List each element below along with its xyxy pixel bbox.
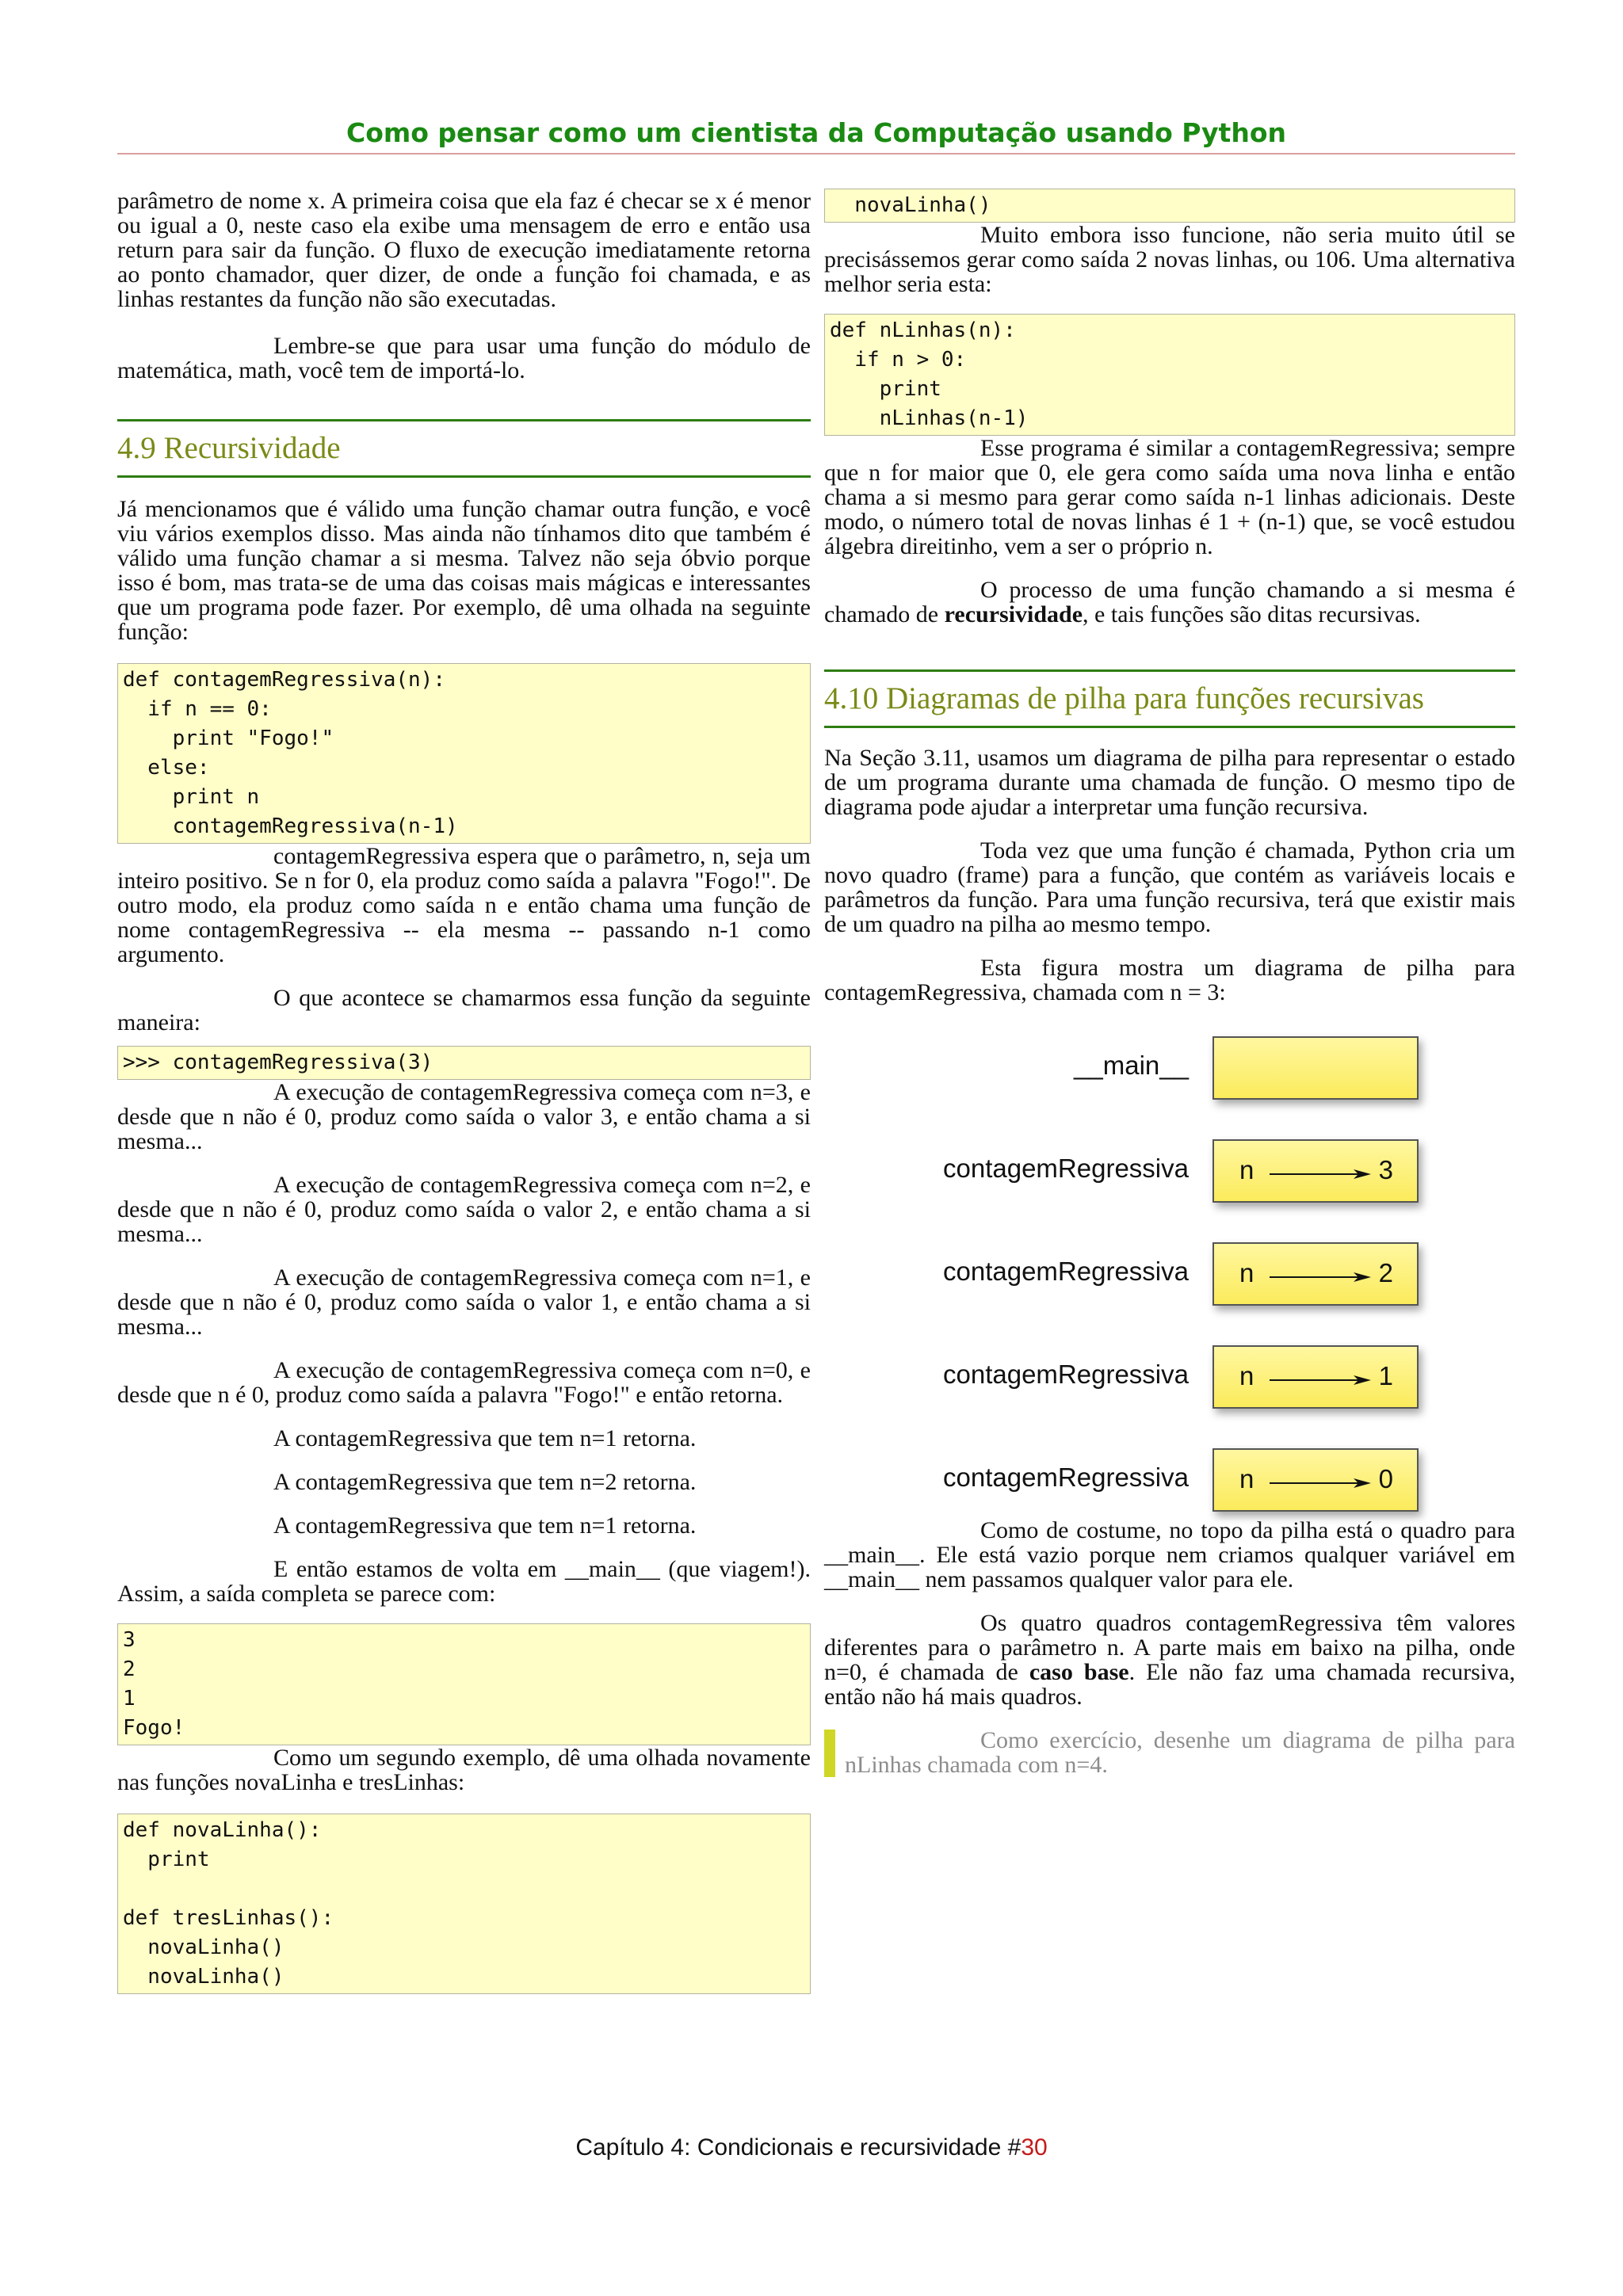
paragraph: E então estamos de volta em __main__ (que viagem!). Assim, a saída completa se parece com: bbox=[117, 1556, 811, 1607]
exercise-callout bbox=[824, 1728, 1515, 1777]
code-block: 3 2 1 Fogo! bbox=[117, 1623, 811, 1745]
code-block: def novaLinha(): print def tresLinhas(): novaLinha() novaLinha() bbox=[117, 1814, 811, 1994]
page-header bbox=[117, 113, 1515, 154]
exercise-marker bbox=[824, 1730, 835, 1777]
paragraph bbox=[824, 578, 1515, 627]
stack-diagram bbox=[824, 1005, 1515, 1512]
paragraph: O que acontece se chamarmos essa função da seguinte maneira: bbox=[117, 985, 811, 1035]
code-block: novaLinha() bbox=[824, 189, 1515, 223]
paragraph: A contagemRegressiva que tem n=1 retorna. bbox=[273, 1512, 697, 1539]
paragraph: Na Seção 3.11, usamos um diagrama de pilha para representar o estado de um programa durante uma chamada de função. O mesmo tipo de diagrama pode ajudar a interpretar uma função recursiva. bbox=[824, 745, 1515, 820]
stack-frame bbox=[1212, 1036, 1419, 1100]
paragraph: Já mencionamos que é válido uma função chamar outra função, e você viu vários exemplos disso. Mas ainda não tínhamos dito que também é válido uma função chamar a si mesma. Talvez não seja óbvio porque isso é bom, mas trata-se de uma das coisas mais mágicas e interessantes que um programa pode fazer. Por exemplo, dê uma olhada na seguinte função: bbox=[117, 496, 811, 645]
paragraph: Esse programa é similar a contagemRegressiva; sempre que n for maior que 0, ele gera como saída uma nova linha e então chama a si mesmo para gerar como saída n-1 linhas adicionais. Deste modo, o número total de novas linhas é 1 + (n-1) que, se você estudou álgebra direitinho, vem a ser o próprio n. bbox=[824, 435, 1515, 559]
arrow-right-icon bbox=[1270, 1169, 1373, 1179]
text-run: Os quatro quadros contagemRegressiva têm valores diferentes para o parâmetro n. A parte mais em baixo na pilha, onde n=0, é chamada de bbox=[824, 1610, 1515, 1685]
code-block: def nLinhas(n): if n > 0: print nLinhas(n-1) bbox=[824, 314, 1515, 436]
frame-label: contagemRegressiva bbox=[943, 1154, 1189, 1183]
arrow-right-icon bbox=[1270, 1375, 1373, 1385]
page-number: 30 bbox=[1021, 2134, 1048, 2161]
frame-variable: n bbox=[1239, 1361, 1254, 1390]
paragraph: Como um segundo exemplo, dê uma olhada novamente nas funções novaLinha e tresLinhas: bbox=[117, 1745, 811, 1795]
paragraph: Muito embora isso funcione, não seria muito útil se precisássemos gerar como saída 2 novas linhas, ou 106. Uma alternativa melhor seria esta: bbox=[824, 222, 1515, 297]
stack-frame bbox=[1212, 1448, 1419, 1512]
paragraph: Toda vez que uma função é chamada, Python cria um novo quadro (frame) para a função, que contém as variáveis locais e parâmetros da função. Para uma função recursiva, terá que existir mais de um quadro na pilha ao mesmo tempo. bbox=[824, 837, 1515, 937]
footer-text: Capítulo 4: Condicionais e recursividade # bbox=[575, 2134, 1022, 2161]
frame-variable: n bbox=[1239, 1464, 1254, 1493]
text-run: , e tais funções são ditas recursivas. bbox=[1083, 601, 1421, 627]
book-title: Como pensar como um cientista da Computação usando Python bbox=[346, 117, 1286, 148]
page-footer bbox=[0, 2134, 1623, 2161]
frame-label: __main__ bbox=[1074, 1051, 1189, 1080]
paragraph: A execução de contagemRegressiva começa com n=0, e desde que n é 0, produz como saída a palavra "Fogo!" e então retorna. bbox=[117, 1357, 811, 1408]
frame-variable: n bbox=[1239, 1258, 1254, 1287]
arrow-right-icon bbox=[1270, 1272, 1373, 1282]
frame-label: contagemRegressiva bbox=[943, 1257, 1189, 1286]
section-heading: 4.9 Recursividade bbox=[117, 421, 811, 478]
code-block: def contagemRegressiva(n): if n == 0: print "Fogo!" else: print n contagemRegressiva(n-1) bbox=[117, 663, 811, 844]
paragraph: Esta figura mostra um diagrama de pilha para contagemRegressiva, chamada com n = 3: bbox=[824, 955, 1515, 1005]
arrow-right-icon bbox=[1270, 1478, 1373, 1488]
frame-value: 3 bbox=[1378, 1155, 1393, 1184]
frame-value: 0 bbox=[1378, 1464, 1393, 1493]
paragraph bbox=[824, 1611, 1515, 1709]
paragraph: A contagemRegressiva que tem n=2 retorna. bbox=[273, 1469, 697, 1495]
paragraph: A execução de contagemRegressiva começa com n=1, e desde que n não é 0, produz como saída o valor 1, e então chama a si mesma... bbox=[117, 1264, 811, 1340]
right-column bbox=[824, 189, 1515, 1777]
frame-value: 2 bbox=[1378, 1258, 1393, 1287]
exercise-text: Como exercício, desenhe um diagrama de pilha para nLinhas chamada com n=4. bbox=[845, 1727, 1515, 1778]
frame-value: 1 bbox=[1378, 1361, 1393, 1390]
text-run: . Ele não faz uma chamada recursiva, então não há mais quadros. bbox=[824, 1659, 1515, 1710]
term-caso-base: caso base bbox=[1029, 1659, 1129, 1685]
paragraph: A contagemRegressiva que tem n=1 retorna. bbox=[273, 1425, 697, 1451]
frame-label: contagemRegressiva bbox=[943, 1360, 1189, 1389]
section-heading: 4.10 Diagramas de pilha para funções recursivas bbox=[824, 672, 1515, 728]
paragraph: A execução de contagemRegressiva começa com n=2, e desde que n não é 0, produz como saída o valor 2, e então chama a si mesma... bbox=[117, 1172, 811, 1247]
left-column bbox=[117, 189, 811, 1994]
stack-frame bbox=[1212, 1139, 1419, 1203]
frame-variable: n bbox=[1239, 1155, 1254, 1184]
text-run: O processo de uma função chamando a si mesma é chamado de bbox=[824, 577, 1515, 627]
paragraph: A execução de contagemRegressiva começa com n=3, e desde que n não é 0, produz como saída o valor 3, e então chama a si mesma... bbox=[117, 1079, 811, 1154]
code-block: >>> contagemRegressiva(3) bbox=[117, 1046, 811, 1080]
paragraph: contagemRegressiva espera que o parâmetro, n, seja um inteiro positivo. Se n for 0, ela produz como saída a palavra "Fogo!". De outro modo, ela produz como saída n e então chama uma função de nome contagemRegressiva -- ela mesma -- passando n-1 como argumento. bbox=[117, 843, 811, 967]
paragraph: Lembre-se que para usar uma função do módulo de matemática, math, você tem de importá-lo. bbox=[117, 333, 811, 383]
paragraph: Como de costume, no topo da pilha está o quadro para __main__. Ele está vazio porque nem criamos qualquer variável em __main__ nem passamos qualquer valor para ele. bbox=[824, 1517, 1515, 1592]
term-recursividade: recursividade bbox=[944, 601, 1083, 627]
paragraph: parâmetro de nome x. A primeira coisa que ela faz é checar se x é menor ou igual a 0, neste caso ela exibe uma mensagem de erro e então usa return para sair da função. O fluxo de execução imediatamente retorna ao ponto chamador, quer dizer, de onde a função foi chamada, e as linhas restantes da função não são executadas. bbox=[117, 188, 811, 312]
stack-frame bbox=[1212, 1345, 1419, 1409]
stack-frame bbox=[1212, 1242, 1419, 1306]
frame-label: contagemRegressiva bbox=[943, 1463, 1189, 1492]
